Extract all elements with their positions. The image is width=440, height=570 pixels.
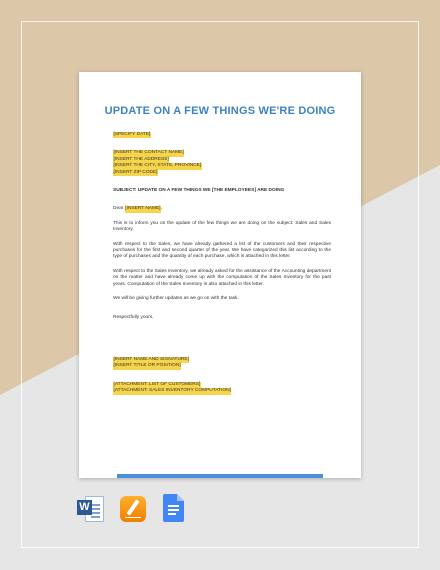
body-paragraph: We will be giving further updates as we go on with the task. (113, 296, 239, 302)
document-body (113, 132, 331, 395)
closing: Respectfully yours, (113, 314, 154, 320)
greeting-suffix: , (161, 206, 163, 212)
signature-line: [INSERT NAME AND SIGNATURE] (113, 356, 189, 362)
attachment-line: [ATTACHMENT: SALES INVENTORY COMPUTATION] (113, 388, 231, 394)
address-line: [INSERT THE ADDRESS] (113, 156, 169, 162)
body-paragraph: This is to inform you on the update of the few things we are doing on the subject: Sales and Sales Inventory. (113, 220, 331, 233)
document-title: UPDATE ON A FEW THINGS WE'RE DOING (104, 105, 336, 117)
greeting-name: [INSERT NAME] (125, 206, 161, 212)
address-line: [INSERT THE CONTACT NAME] (113, 150, 184, 156)
format-icons (77, 494, 189, 524)
document-page (79, 72, 361, 478)
greeting-prefix: Dear (113, 206, 125, 212)
document-accent-bar (117, 474, 323, 478)
attachment-line: [ATTACHMENT: LIST OF CUSTOMERS] (113, 381, 201, 387)
subject-line: SUBJECT: UPDATE ON A FEW THINGS WE [THE EMPLOYEES] ARE DOING (113, 188, 285, 194)
address-line: [INSERT THE CITY, STATE, PROVINCE] (113, 163, 202, 169)
body-paragraph: With respect to the Sales, we have already gathered a list of the customers and their respective purchases for the first and second quarter of the year. We have categorized this list according to the type of purchases and the quantity of each purchase, which is attached in this letter. (113, 241, 331, 260)
body-paragraph: With respect to the Sales Inventory, we already asked for the assistance of the Accounting department on the matter and have already come up with the computation of the Sales Inventory for the past years. Computation of the Sales Inventory is also attached in this letter. (113, 268, 331, 287)
word-icon[interactable]: W (77, 494, 103, 524)
address-line: [INSERT ZIP CODE] (113, 169, 158, 175)
date-placeholder: [SPECIFY DATE] (113, 132, 151, 137)
google-docs-icon[interactable] (163, 494, 189, 524)
signature-line: [INSERT TITLE OR POSITION] (113, 363, 181, 369)
pages-icon[interactable] (120, 494, 146, 524)
